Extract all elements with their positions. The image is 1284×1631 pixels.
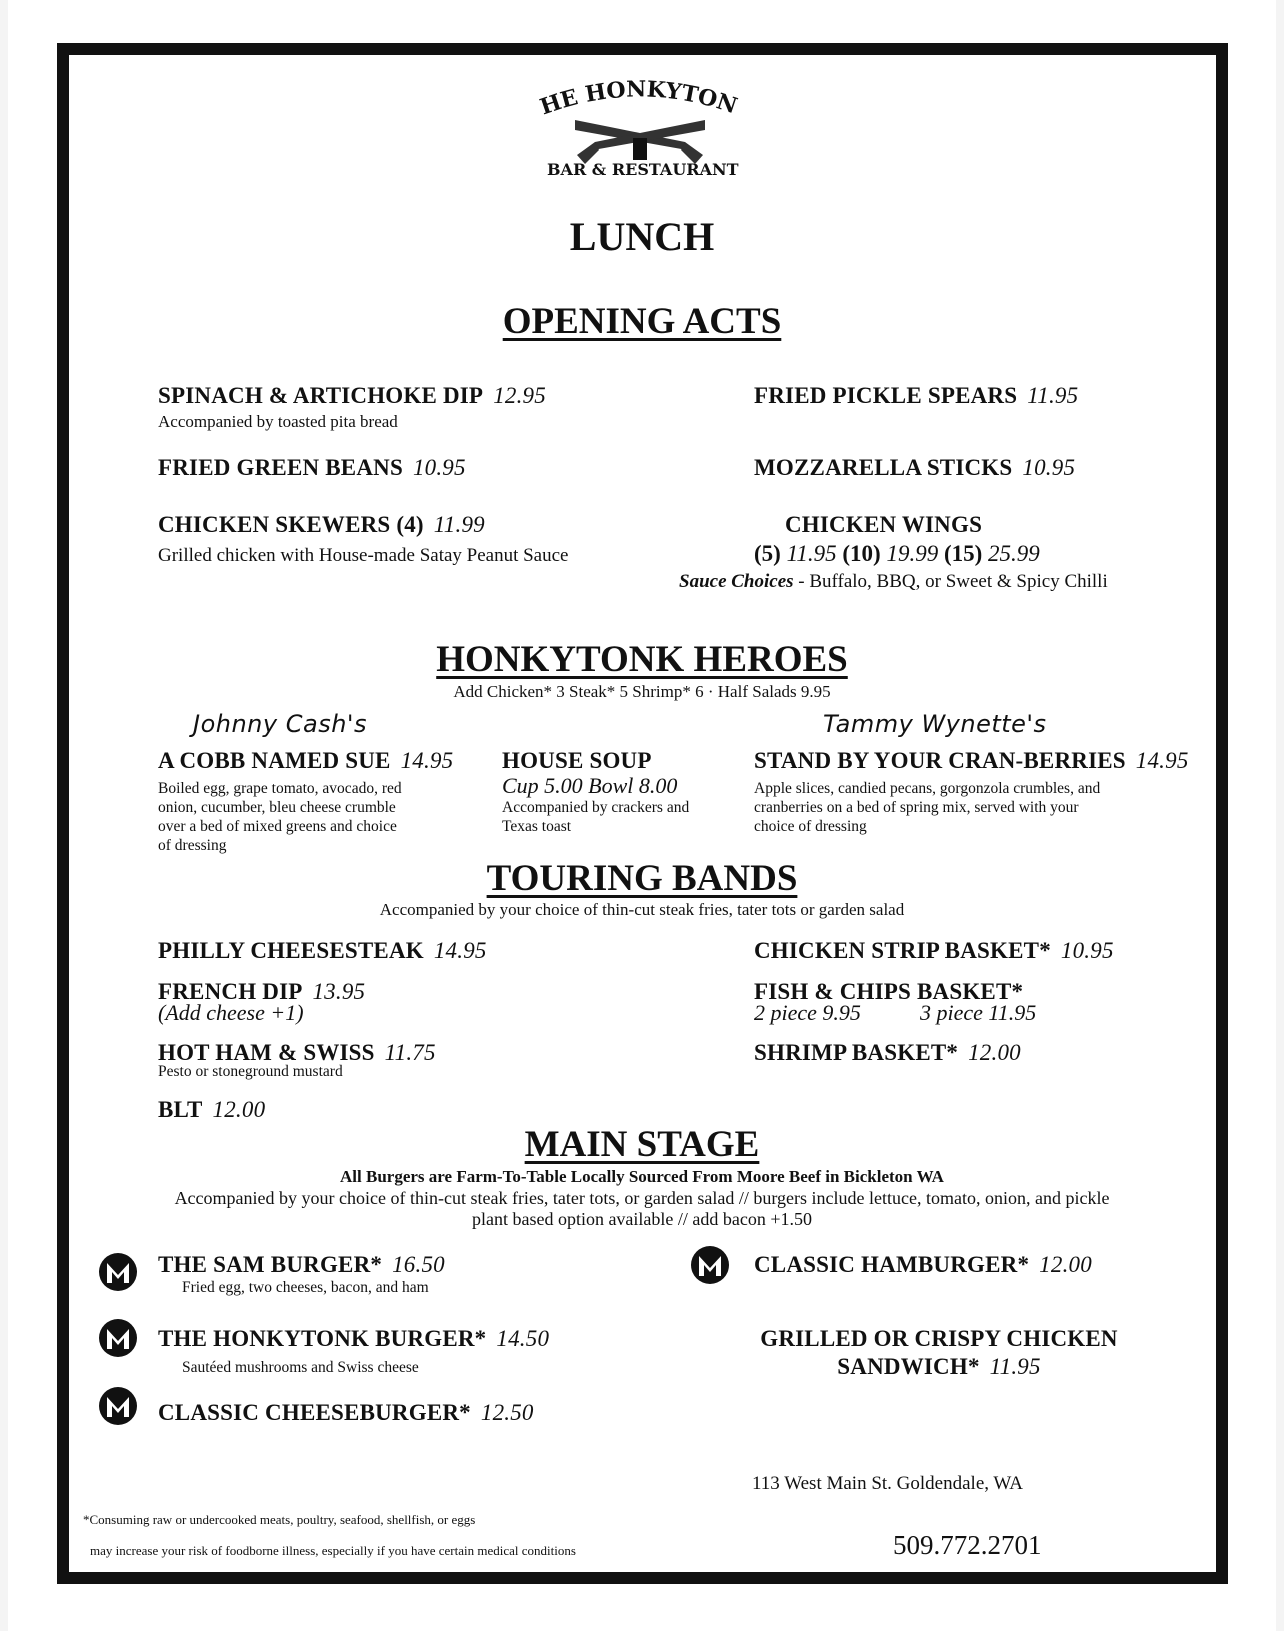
soup-prices: Cup 5.00 Bowl 8.00 [502,773,678,798]
item-name: FRIED GREEN BEANS [158,455,403,480]
touring-subtitle: Accompanied by your choice of thin-cut steak fries, tater tots or garden salad [379,900,905,919]
heroes-addons: Add Chicken* 3 Steak* 5 Shrimp* 6 · Half Salads 9.95 [453,682,831,701]
item-price: 10.95 [412,455,466,480]
item-price: 13.95 [312,979,366,1004]
item-price: 11.99 [433,512,485,537]
main-subtitle-options: plant based option available // add bacon +1.50 [471,1209,813,1229]
item-name: BLT [158,1097,203,1122]
section-opening-acts: OPENING ACTS [502,301,782,342]
fish-option-2: 2 piece 9.95 [754,1000,861,1025]
menu-item-blt [158,1097,265,1123]
item-price: 14.95 [1135,748,1189,773]
restaurant-address: 113 West Main St. Goldendale, WA [752,1473,1023,1494]
menu-item-honkytonk-burger [158,1326,549,1352]
item-price: 11.75 [384,1040,436,1065]
moore-beef-icon [98,1386,138,1426]
menu-item-philly [158,938,487,964]
fish-option-3: 3 piece 11.95 [920,1000,1037,1025]
sauce-label: Sauce Choices [679,571,794,592]
item-name-line-1: GRILLED OR CRISPY CHICKEN [760,1326,1118,1351]
section-touring-bands: TOURING BANDS [486,858,798,899]
menu-item-sam-burger [158,1252,445,1278]
wings-sauce-choices [679,571,1108,593]
item-price: 14.95 [433,938,487,963]
item-name-line-2 [754,1354,1124,1380]
item-name: CHICKEN STRIP BASKET* [754,938,1051,963]
menu-item-classic-hamburger [754,1252,1092,1278]
sauce-text: - Buffalo, BBQ, or Sweet & Spicy Chilli [793,571,1108,592]
item-name: CLASSIC HAMBURGER* [754,1252,1030,1277]
item-price: 14.50 [496,1326,550,1351]
item-name: THE HONKYTONK BURGER* [158,1326,487,1351]
item-description: Grilled chicken with House-made Satay Peanut Sauce [158,545,569,566]
health-warning-line-2: may increase your risk of foodborne illness, especially if you have certain medical conditions [90,1543,576,1558]
item-name: CHICKEN SKEWERS (4) [158,512,424,537]
item-price: 10.95 [1060,938,1114,963]
item-name: SANDWICH* [837,1354,980,1379]
menu-item-cobb-salad [158,748,453,774]
logo-bottom-text: BAR & RESTAURANT [547,160,739,179]
main-subtitle-sourcing: All Burgers are Farm-To-Table Locally Sourced From Moore Beef in Bickleton WA [340,1167,944,1186]
menu-item-chicken-wings: CHICKEN WINGS [785,512,983,537]
wings-prices [754,541,1040,567]
wings-price-10: 19.99 [886,541,939,566]
menu-item-spinach-dip [158,383,546,409]
logo-top-text: HE HONKYTON [536,80,741,121]
item-price: 12.00 [1039,1252,1092,1277]
menu-item-cran-berries [754,748,1189,774]
item-name: FRENCH DIP [158,979,303,1004]
menu-item-chicken-skewers [158,512,485,538]
main-subtitle-sides: Accompanied by your choice of thin-cut steak fries, tater tots, or garden salad // burgers include lettuce, tomato, onion, and pickle [174,1188,1110,1208]
moore-beef-icon [98,1318,138,1358]
item-name: THE SAM BURGER* [158,1252,383,1277]
item-name: SPINACH & ARTICHOKE DIP [158,383,484,408]
item-name: STAND BY YOUR CRAN-BERRIES [754,748,1126,773]
section-honkytonk-heroes: HONKYTONK HEROES [436,639,848,680]
wings-qty-15: (15) [943,541,983,566]
item-name: PHILLY CHEESESTEAK [158,938,424,963]
wings-price-5: 11.95 [786,541,837,566]
menu-item-chicken-sandwich [754,1326,1124,1380]
item-price: 16.50 [392,1252,445,1277]
menu-item-house-soup: HOUSE SOUP [502,748,652,773]
section-main-stage: MAIN STAGE [524,1124,760,1165]
item-name: A COBB NAMED SUE [158,748,391,773]
script-johnny-cash: Johnny Cash's [193,710,368,738]
item-price: 12.00 [968,1040,1021,1065]
item-description: Pesto or stoneground mustard [158,1063,343,1080]
item-description: Accompanied by toasted pita bread [158,412,398,431]
item-description: Sautéed mushrooms and Swiss cheese [182,1359,419,1376]
item-price: 14.95 [400,748,454,773]
item-description: Apple slices, candied pecans, gorgonzola crumbles, and cranberries on a bed of spring mix, served with your choice of dressing [754,780,1101,835]
moore-beef-icon [98,1252,138,1292]
item-description: Fried egg, two cheeses, bacon, and ham [182,1279,429,1296]
wings-qty-10: (10) [842,541,881,566]
item-description: Accompanied by crackers and Texas toast [502,799,690,835]
restaurant-logo [535,80,745,190]
menu-item-fried-pickle [754,383,1078,409]
menu-item-chicken-strip [754,938,1114,964]
item-price: 12.00 [212,1097,266,1122]
script-tammy-wynette: Tammy Wynette's [823,710,1047,738]
menu-item-classic-cheeseburger [158,1400,534,1426]
health-warning-line-1: *Consuming raw or undercooked meats, poultry, seafood, shellfish, or eggs [83,1512,476,1527]
item-name: CLASSIC CHEESEBURGER* [158,1400,471,1425]
moore-beef-icon [690,1245,730,1285]
item-name: FRIED PICKLE SPEARS [754,383,1018,408]
item-price: 12.50 [480,1400,534,1425]
wings-price-15: 25.99 [988,541,1040,566]
item-name: HOT HAM & SWISS [158,1040,375,1065]
item-name: SHRIMP BASKET* [754,1040,959,1065]
menu-item-shrimp-basket [754,1040,1021,1066]
menu-item-mozzarella [754,455,1075,481]
french-dip-note: (Add cheese +1) [158,1000,304,1025]
item-name: MOZZARELLA STICKS [754,455,1013,480]
item-price: 11.95 [989,1354,1041,1379]
menu-item-green-beans [158,455,466,481]
menu-title: LUNCH [569,214,715,259]
restaurant-phone: 509.772.2701 [893,1530,1042,1560]
wings-qty-5: (5) [754,541,781,566]
item-price: 12.95 [493,383,546,408]
menu-item-fish-chips: FISH & CHIPS BASKET* [754,979,1024,1004]
item-description: Boiled egg, grape tomato, avocado, red onion, cucumber, bleu cheese crumble over a bed of mixed greens and choice of dressing [158,780,402,854]
item-price: 10.95 [1022,455,1076,480]
item-price: 11.95 [1027,383,1079,408]
